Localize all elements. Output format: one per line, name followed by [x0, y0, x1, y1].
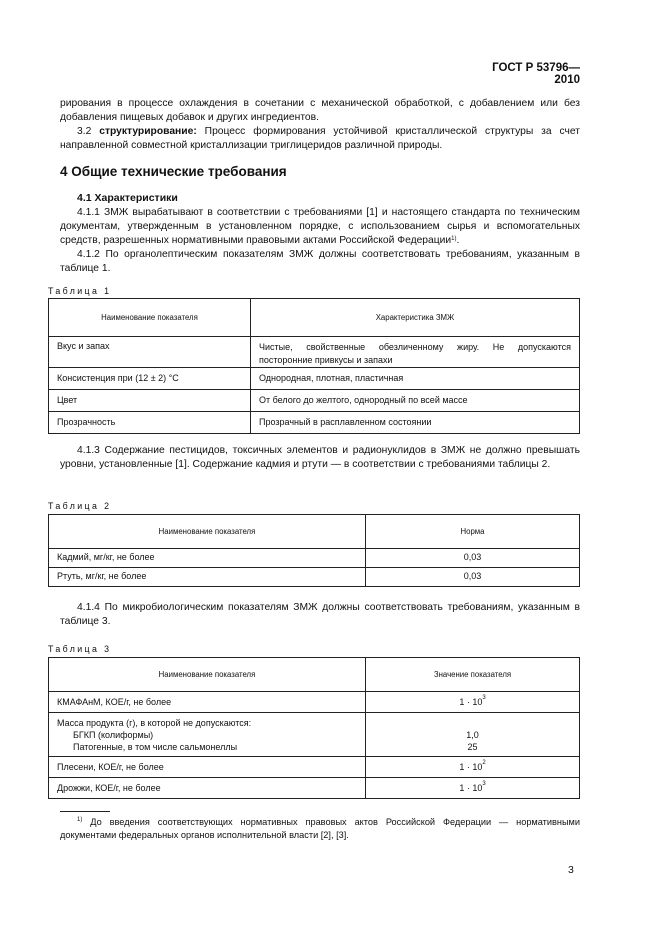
- table-row: Ртуть, мг/кг, не более 0,03: [49, 568, 580, 587]
- paragraph-4-1-3: 4.1.3 Содержание пестицидов, токсичных элементов и радионуклидов в ЗМЖ не должно превышать уровни, установленные [1]. Содержание кадмия и ртути — в соответствии с требованиями таблицы 2.: [60, 445, 580, 470]
- footnote-ref: 1): [451, 236, 457, 242]
- table1-header-name: Наименование показателя: [49, 299, 251, 337]
- table-row: КМАФАнМ, КОЕ/г, не более $1 \cdot 10^3$: [49, 692, 580, 713]
- footnote-mark: 1): [77, 817, 83, 823]
- table-microbiological: [48, 657, 580, 799]
- definition-term: структурирование:: [99, 126, 197, 137]
- table-row: Масса продукта (г), в которой не допускаются: БГКП (колиформы) Патогенные, в том числе сальмонеллы 1,0 25: [49, 713, 580, 757]
- intro-continuation: рирования в процессе охлаждения в сочетании с механической обработкой, с добавлением или без добавления пищевых добавок и других ингредиентов.: [60, 98, 580, 123]
- table2-header-value: Норма: [366, 515, 580, 549]
- table3-header-value: Значение показателя: [366, 658, 580, 692]
- paragraph-4-1-2: 4.1.2 По органолептическим показателям ЗМЖ должны соответствовать требованиям, указанным в таблице 1.: [60, 249, 580, 274]
- table-row: Плесени, КОЕ/г, не более $1 \cdot 10^2$: [49, 757, 580, 778]
- subsection-title: 4.1 Характеристики: [77, 192, 178, 204]
- paragraph-4-1-1: 4.1.1 ЗМЖ вырабатывают в соответствии с требованиями [1] и настоящего стандарта по техническим документам, утвержденным в установленном порядке, с использованием сырья и вспомогательных средств, разрешенных нормативными правовыми актами Российской Федерации$^{1)}$.: [60, 207, 580, 246]
- table1-header-value: Характеристика ЗМЖ: [251, 299, 580, 337]
- footnote-divider: [60, 811, 110, 812]
- page-number: 3: [568, 864, 574, 876]
- footnote: $^{1)}$ До введения соответствующих нормативных правовых актов Российской Федерации — нормативными документами федеральных органов исполнительной власти [2], [3].: [60, 817, 580, 840]
- paragraph-4-1-4: 4.1.4 По микробиологическим показателям ЗМЖ должны соответствовать требованиям, указанным в таблице 3.: [60, 602, 580, 627]
- table-heavy-metals: [48, 514, 580, 587]
- table3-caption: Таблица 3: [48, 644, 112, 654]
- table-row: Цвет От белого до желтого, однородный по всей массе: [49, 390, 580, 412]
- table1-caption: Таблица 1: [48, 286, 112, 296]
- table-organoleptic: [48, 298, 580, 434]
- document-id: ГОСТ Р 53796—2010: [492, 62, 580, 86]
- definition-3-2: [60, 125, 580, 153]
- table-row: Консистенция при (12 ± 2) °С Однородная, плотная, пластичная: [49, 368, 580, 390]
- table3-header-name: Наименование показателя: [49, 658, 366, 692]
- table-row: Вкус и запах Чистые, свойственные обезличенному жиру. Не допускаются посторонние привкусы и запахи: [49, 337, 580, 368]
- table-row: Кадмий, мг/кг, не более 0,03: [49, 549, 580, 568]
- table2-header-name: Наименование показателя: [49, 515, 366, 549]
- table2-caption: Таблица 2: [48, 501, 112, 511]
- table-row: Дрожжи, КОЕ/г, не более $1 \cdot 10^3$: [49, 778, 580, 799]
- definition-number: 3.2: [77, 126, 92, 137]
- definition-text: Процесс формирования устойчивой кристаллической структуры за счет направленной совместной кристаллизации триглицеридов различной природы.: [60, 126, 580, 151]
- section-title: 4 Общие технические требования: [60, 164, 287, 179]
- table-row: Прозрачность Прозрачный в расплавленном состоянии: [49, 412, 580, 434]
